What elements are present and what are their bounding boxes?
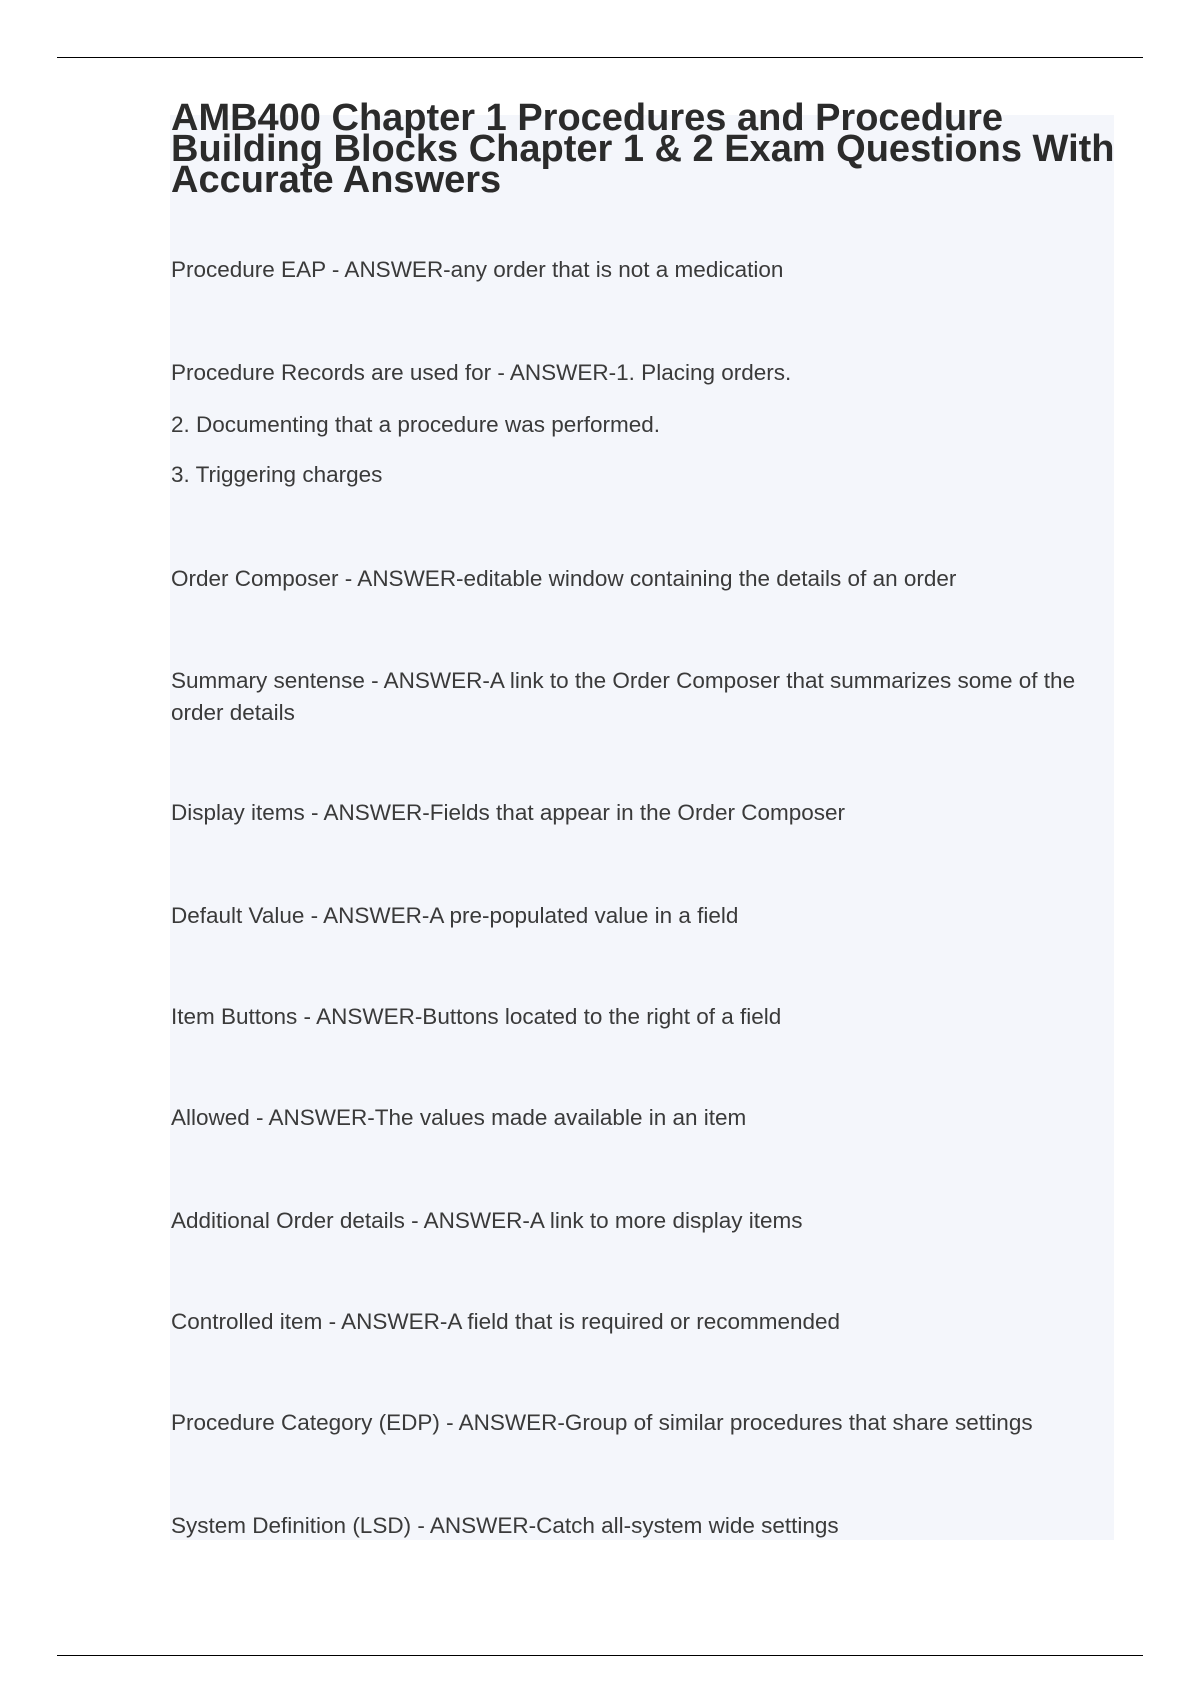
qa-item-procedure-eap: Procedure EAP - ANSWER-any order that is not a medication: [171, 257, 784, 282]
qa-item-order-composer: Order Composer - ANSWER-editable window containing the details of an order: [171, 566, 957, 591]
qa-item-controlled-item: Controlled item - ANSWER-A field that is required or recommended: [171, 1309, 841, 1334]
qa-item-display-items: Display items - ANSWER-Fields that appear in the Order Composer: [171, 800, 845, 825]
qa-item-item-buttons: Item Buttons - ANSWER-Buttons located to the right of a field: [171, 1004, 782, 1029]
qa-item-procedure-category: Procedure Category (EDP) - ANSWER-Group of similar procedures that share settings: [171, 1410, 1033, 1435]
qa-item-system-definition: System Definition (LSD) - ANSWER-Catch all-system wide settings: [171, 1513, 839, 1538]
qa-item-summary-sentense: Summary sentense - ANSWER-A link to the Order Composer that summarizes some of the order details: [171, 668, 1076, 725]
qa-item-procedure-records-3: 3. Triggering charges: [171, 462, 383, 487]
document-title: AMB400 Chapter 1 Procedures and Procedure Building Blocks Chapter 1 & 2 Exam Questions With Accurate Answers: [171, 97, 1115, 201]
top-divider: [57, 57, 1143, 58]
bottom-divider: [57, 1655, 1143, 1656]
qa-item-procedure-records-2: 2. Documenting that a procedure was performed.: [171, 412, 661, 437]
qa-item-additional-order-details: Additional Order details - ANSWER-A link to more display items: [171, 1208, 803, 1233]
qa-item-default-value: Default Value - ANSWER-A pre-populated value in a field: [171, 903, 739, 928]
qa-item-procedure-records: Procedure Records are used for - ANSWER-1. Placing orders.: [171, 360, 792, 385]
qa-item-allowed: Allowed - ANSWER-The values made available in an item: [171, 1105, 747, 1130]
